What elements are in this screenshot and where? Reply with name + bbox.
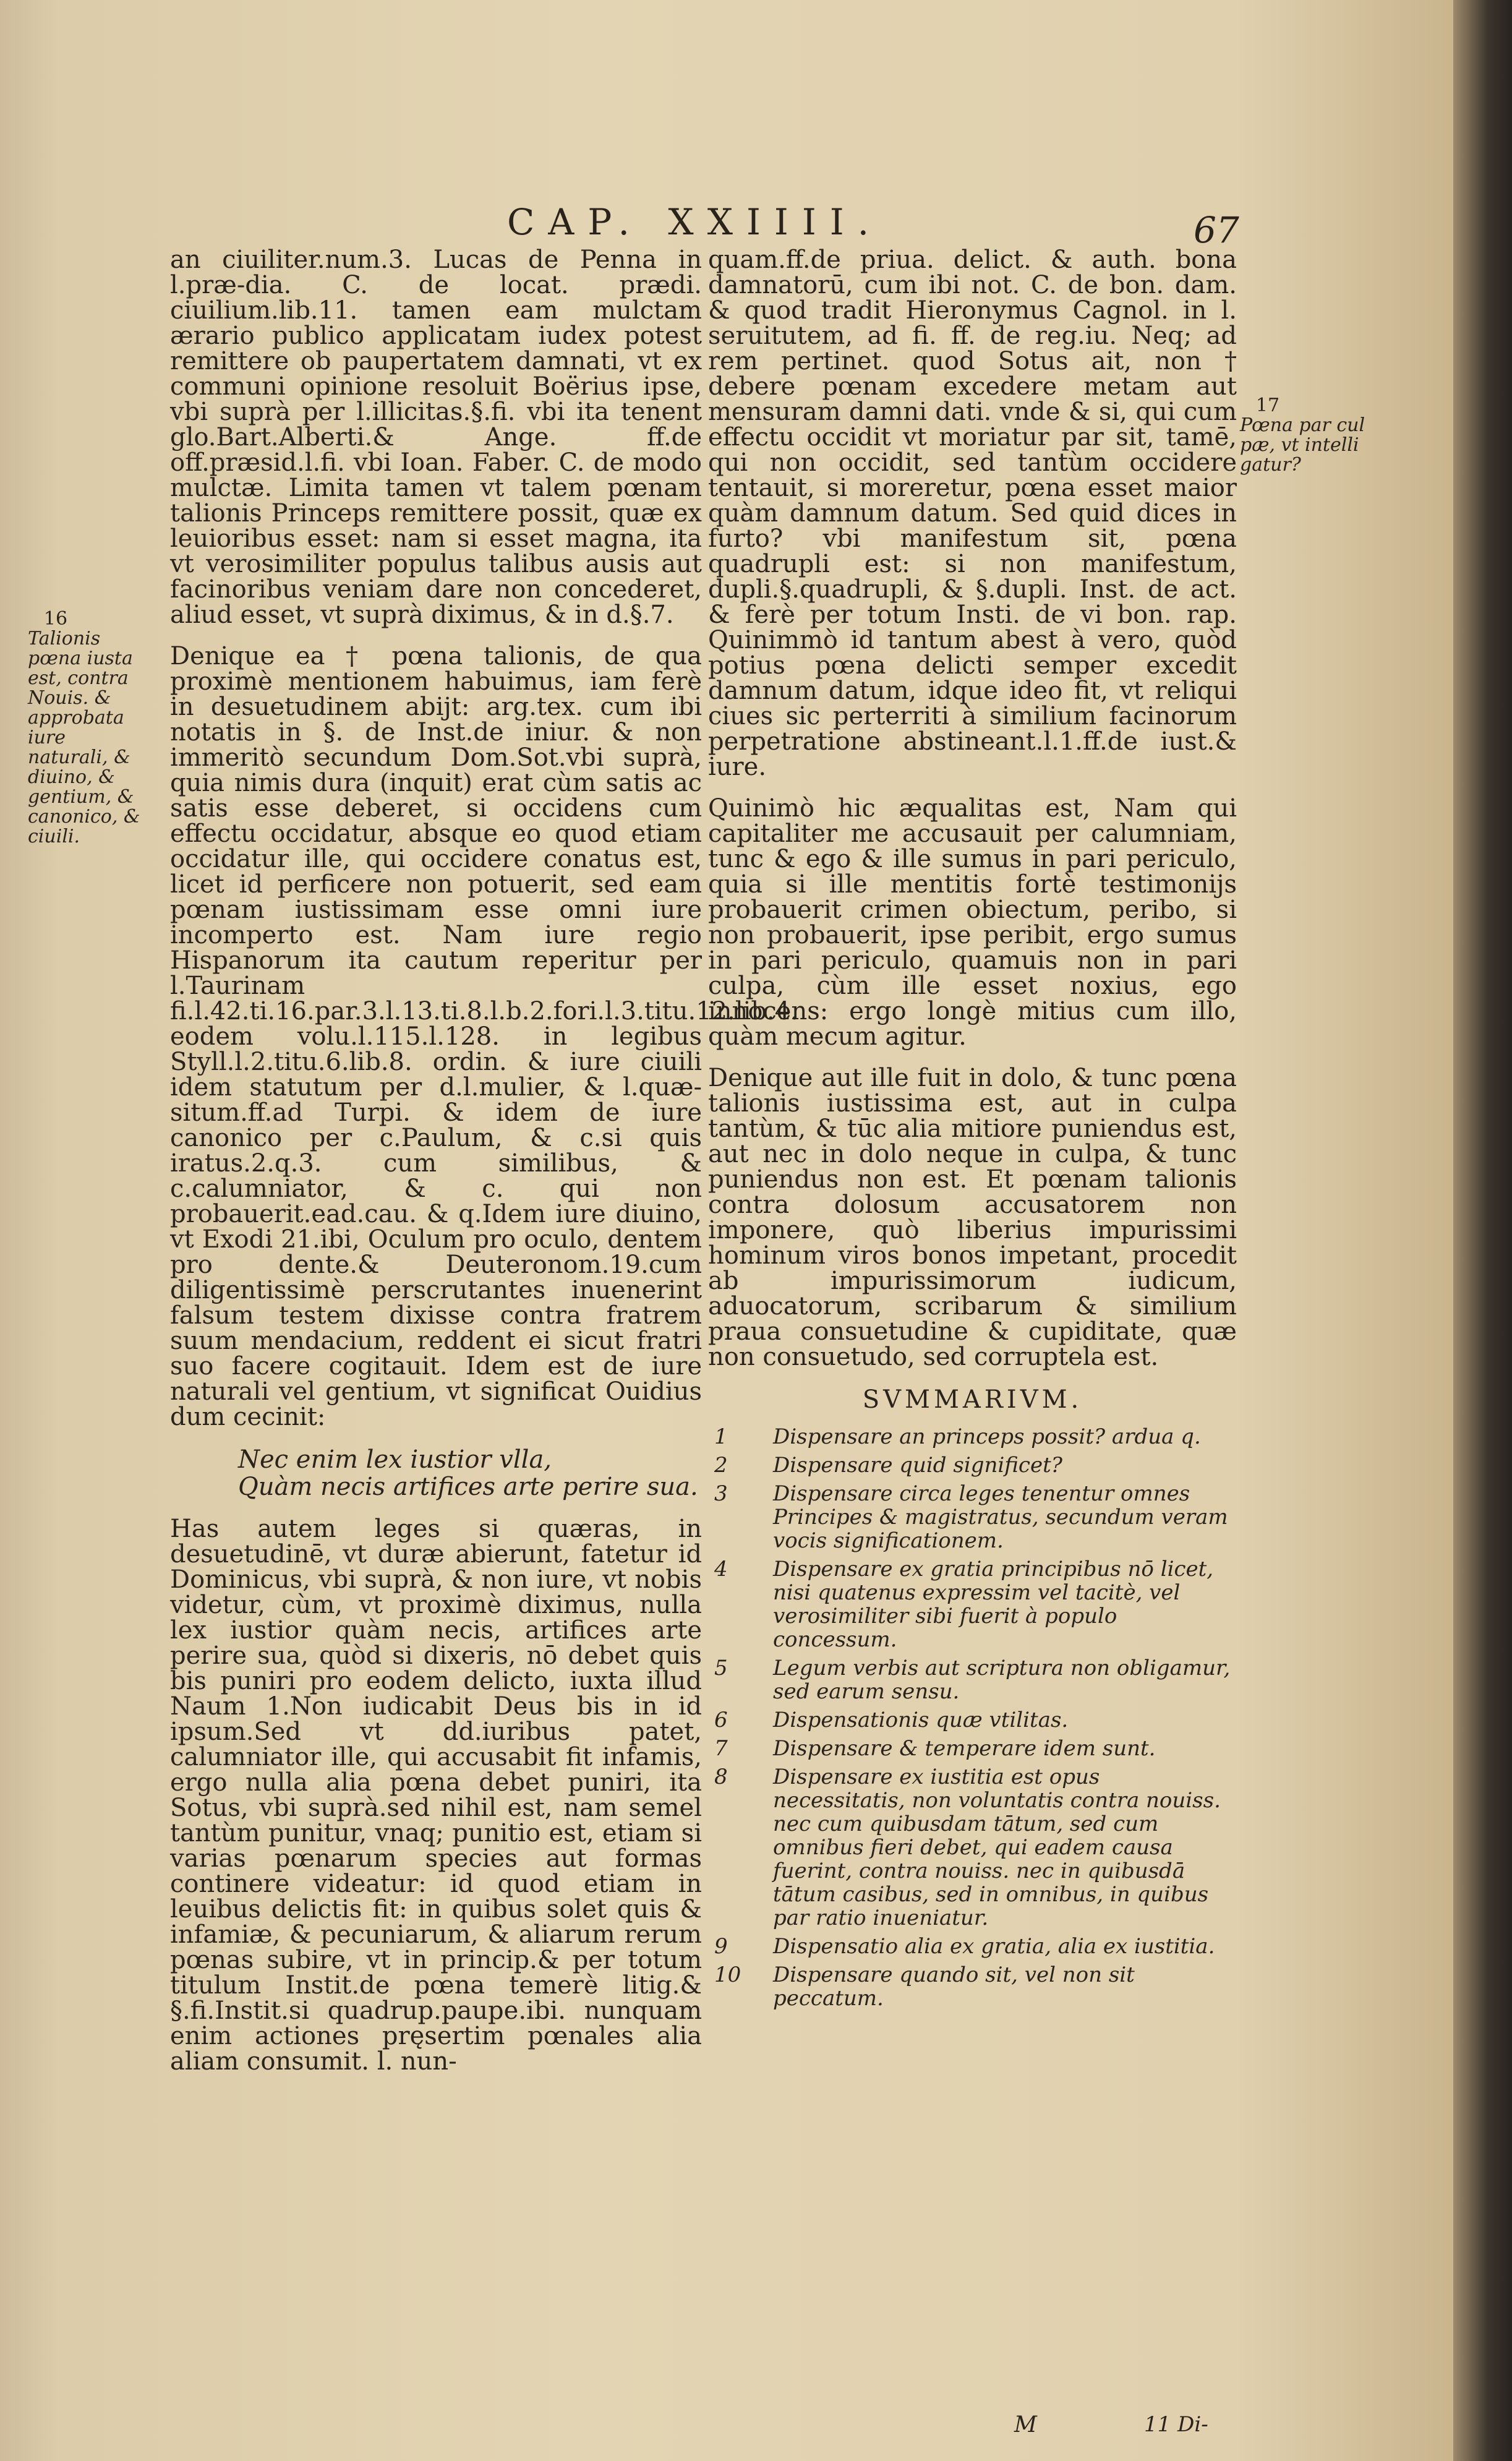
left-column [170,246,798,2076]
paragraph: Denique ea † pœna talionis, de qua proximè mentionem habuimus, iam ferè in desuetudinem abijt: arg.tex. cum ibi notatis in §. de Inst.de iniur. & non immeritò secundum Dom.Sot.vbi suprà, quia nimis dura (inquit) erat cùm satis ac satis esse deberet, si occidens cum effectu occidatur, absque eo quod etiam occidatur ille, qui occidere conatus est, licet id perficere non potuerit, sed eam pœnam iustissimam esse omni iure incomperto est. Nam iure regio Hispanorum ita cautum reperitur per l.Taurinam fi.l.42.ti.16.par.3.l.13.ti.8.l.b.2.fori.l.3.titu.12.lib.4. eodem volu.l.115.l.128. in legibus Styll.l.2.titu.6.lib.8. ordin. & iure ciuili idem statutum per d.l.mulier, & l.quæ-situm.ff.ad Turpi. & idem de iure canonico per c.Paulum, & c.si quis iratus.2.q.3. cum similibus, & c.calumniator, & c. qui non probauerit.ead.cau. & q.Idem iure diuino, vt Exodi 21.ibi, Oculum pro oculo, dentem pro dente.& Deuteronom.19.cum diligentissimè perscrutantes inuenerint falsum testem dixisse contra fratrem suum mendacium, reddent ei sicut fratri suo facere cogitauit. Idem est de iure naturali vel gentium, vt significat Ouidius dum cecinit: [170,642,798,1431]
verse-line: Quàm necis artifices arte perire sua. [238,1473,698,1501]
chapter-heading: CAP. XXIIII. [507,201,883,243]
margin-note-text: Talionis pœna iusta est, contra Nouis. & approbata iure naturali, & diuino, & gentium, & canonico, & ciuili. [28,628,140,847]
margin-note-text: Pœna par cul pæ, vt intelli gatur? [1240,414,1365,476]
verse-quote [170,1446,702,1500]
list-item: 5 Legum verbis aut scriptura non obligamur, sed earum sensu. [714,1656,1231,1704]
list-item: 8 Dispensare ex iustitia est opus necessitatis, non voluntatis contra nouiss. nec cum quibusdam tātum, sed cum omnibus fieri debet, qui eadem causa fuerint, contra nouiss. nec in quibusdā tātum casibus, sed in omnibus, in quibus par ratio inueniatur. [714,1765,1221,1930]
paragraph: Denique aut ille fuit in dolo, & tunc pœna talionis iustissima est, aut in culpa tantùm, & tūc alia mitiore puniendus est, aut nec in dolo neque in culpa, & tunc puniendus non est. Et pœnam talionis contra dolosum accusatorem non imponere, quò liberius impurissimi hominum viros bonos impetant, procedit ab impurissimorum iudicum, aduocatorum, scribarum & similium praua consuetudine & cupiditate, quæ non consuetudo, sed corruptela est. [708,1064,1237,1371]
paragraph: an ciuiliter.num.3. Lucas de Penna in l.præ-dia. C. de locat. prædi. ciuilium.lib.11. tamen eam mulctam ærario publico applicatam iudex potest remittere ob paupertatem damnati, vt ex communi opinione resoluit Boërius ipse, vbi suprà per l.illicitas.§.fi. vbi ita tenent glo.Bart.Alberti.& Ange. ff.de off.præsid.l.fi. vbi Ioan. Faber. C. de modo mulctæ. Limita tamen vt talem pœnam talionis Princeps remittere possit, quæ ex leuioribus esset: nam si esset magna, ita vt verosimiliter populus talibus ausis aut facinoribus veniam dare non concederet, aliud esset, vt suprà diximus, & in d.§.7. [170,246,702,629]
summary-list [708,1425,1237,2010]
paragraph: Quinimò hic æqualitas est, Nam qui capitaliter me accusauit per calumniam, tunc & ego & ille sumus in pari periculo, quia si ille mentitis fortè testimonijs probauerit crimen obiectum, peribo, si non probauerit, ipse peribit, ergo sumus in pari periculo, quamuis non in pari culpa, cùm ille esset noxius, ego innocens: ergo longè mitius cum illo, quàm mecum agitur. [708,794,1237,1051]
list-item: 3 Dispensare circa leges tenentur omnes Principes & magistratus, secundum veram vocis significationem. [714,1481,1228,1553]
summary-title: SVMMARIVM. [862,1385,1083,1414]
margin-note-number: 16 [43,608,68,630]
folio-number: 67 [1194,209,1239,251]
paragraph: quam.ff.de priua. delict. & auth. bona damnatorū, cum ibi not. C. de bon. dam. & quod tradit Hieronymus Cagnol. in l. seruitutem, ad fi. ff. de reg.iu. Neq; ad rem pertinet. quod Sotus ait, non † debere pœnam excedere metam aut mensuram damni dati. vnde & si, qui cum effectu occidit vt moriatur par sit, tamē, qui non occidit, sed tantùm occidere tentauit, si moreretur, pœna esset maior quàm damnum datum. Sed quid dices in furto? vbi manifestum sit, pœna quadrupli est: si non manifestum, dupli.§.quadrupli, & §.dupli. Inst. de act. & ferè per totum Insti. de vi bon. rap. Quinimmò id tantum abest à vero, quòd potius pœna delicti semper excedit damnum datum, idque ideo fit, vt reliqui ciues sic perterriti à similium facinorum perpetratione abstineant.l.1.ff.de iust.& iure. [708,246,1237,781]
right-column [708,247,1237,2015]
catchword: 11 Di- [1144,2412,1208,2437]
verse-line: Nec enim lex iustior vlla, [238,1445,552,1474]
list-item: 10 Dispensare quando sit, vel non sit peccatum. [714,1962,1135,2011]
margin-note-number: 17 [1255,395,1280,416]
margin-note-16 [28,609,152,847]
list-item: 4 Dispensare ex gratia principibus nō licet, nisi quatenus expressim vel tacitè, vel verosimiliter sibi fuerit à populo concessum. [714,1557,1214,1652]
list-item: 6 Dispensationis quæ vtilitas. [714,1708,1069,1732]
signature-mark: M [1014,2412,1037,2437]
list-item: 2 Dispensare quid significet? [714,1453,1062,1478]
list-item: 7 Dispensare & temperare idem sunt. [714,1736,1156,1761]
list-item: 9 Dispensatio alia ex gratia, alia ex iustitia. [714,1934,1215,1959]
page-edge [1453,0,1512,2461]
margin-note-17 [1240,396,1382,475]
paragraph: Has autem leges si quæras, in desuetudinē, vt duræ abierunt, fatetur id Dominicus, vbi suprà, & non iure, vt nobis videtur, cùm, vt proximè diximus, nulla lex iustior quàm necis, artifices arte perire sua, quòd si dixeris, nō debet quis bis puniri pro eodem delicto, iuxta illud Naum 1.Non iudicabit Deus bis in id ipsum.Sed vt dd.iuribus patet, calumniator ille, qui accusabit fit infamis, ergo nulla alia pœna debet puniri, ita Sotus, vbi suprà.sed nihil est, nam semel tantùm punitur, vnaq; punitio est, etiam si varias pœnarum species aut formas continere videatur: id quod etiam in leuibus delictis fit: in quibus solet quis & infamiæ, & pecuniarum, & aliarum rerum pœnas subire, vt in princip.& per totum titulum Instit.de pœna temerè litig.& §.fi.Instit.si quadrup.paupe.ibi. nunquam enim actiones pręsertim pœnales alia aliam consumit. l. nun- [170,1515,702,2076]
list-item: 1 Dispensare an princeps possit? ardua q. [714,1424,1201,1449]
